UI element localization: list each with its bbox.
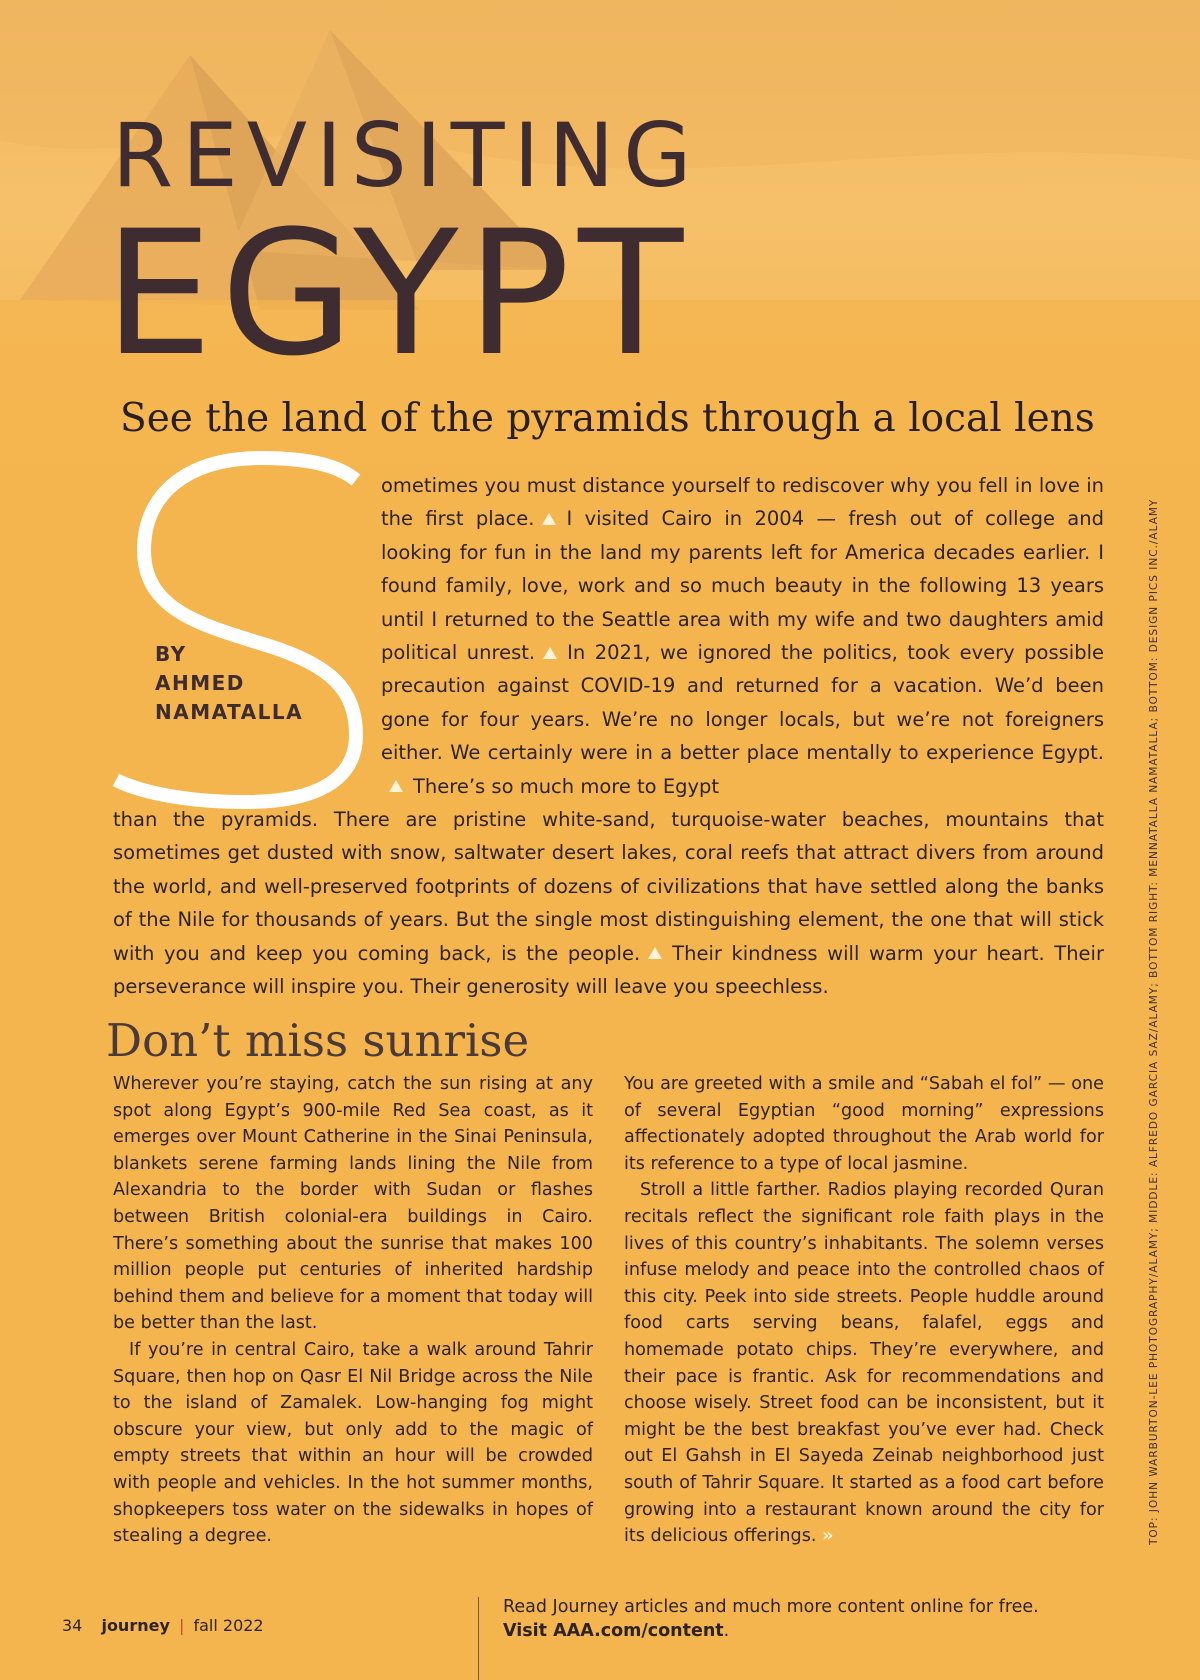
paragraph-text: Stroll a little farther. Radios playing recorded Quran recitals reflect the significant role faith plays in the lives of this country’s inhabitants. The solemn verses infuse melody and peace into the controlled chaos of this city. Peek into side streets. People huddle around food carts serving beans, falafel, eggs and homemade potato chips. They’re everywhere, and their pace is frantic. Ask for recommendations and choose wisely. Street food can be inconsistent, but it might be the best breakfast you’ve ever had. Check out El Gahsh in El Sayeda Zeinab neighborhood just south of Tahrir Square. It started as a food cart before growing into a restaurant known around the city for its delicious offerings. [624, 1180, 1104, 1547]
promo-cta-end: . [723, 1621, 730, 1641]
intro-text-5: than the pyramids. There are pristine white-sand, turquoise-water beaches, mountains that sometimes get dusted with snow, saltwater desert lakes, coral reefs that attract divers from around the world, and well-preserved footprints of dozens of civilizations that have settled along the banks of the Nile for thousands of years. But the single most distinguishing element, the one that will stick with you and keep you coming back, is the people. [113, 808, 1104, 965]
headline-revisiting: REVISITING [112, 104, 701, 207]
intro-text-6: Their kindness will warm your heart. Their perseverance will inspire you. Their generosity will leave you speechless. [113, 941, 1104, 999]
paragraph [624, 1177, 1104, 1549]
drop-cap-s [106, 450, 366, 810]
paragraph: You are greeted with a smile and “Sabah el fol” — one of several Egyptian “good morning” expressions affectionately adopted throughout the Arab world for its reference to a type of local jasmine. [624, 1074, 1104, 1174]
triangle-icon [648, 947, 662, 959]
promo-line: Read Journey articles and much more content online for free. [503, 1597, 1039, 1617]
byline-by: BY [155, 642, 187, 666]
continue-arrow-icon: » [822, 1526, 834, 1547]
intro-text-3: In 2021, we ignored the politics, took every possible precaution against COVID-19 and returned for a vacation. We’d been gone for four years. We’re no longer locals, but we’re not foreigners either. We certainly were in a better place mentally to experience Egypt. [381, 641, 1104, 765]
intro-text-1: ometimes you must distance yourself to rediscover why you fell in love in the first place. [381, 474, 1104, 531]
subtitle: See the land of the pyramids through a local lens [120, 396, 1095, 441]
byline-first-name: AHMED [155, 671, 245, 695]
footer-divider [478, 1597, 479, 1680]
section-heading: Don’t miss sunrise [106, 1014, 530, 1067]
folio [62, 1616, 264, 1635]
intro-text-4: There’s so much more to Egypt [413, 774, 720, 798]
byline-last-name: NAMATALLA [155, 700, 304, 724]
paragraph: If you’re in central Cairo, take a walk around Tahrir Square, then hop on Qasr El Nil Bridge across the Nile to the island of Zamalek. Low-hanging fog might obscure your view, but only add to the magic of empty streets that within an hour will be crowded with people and vehicles. In the hot summer months, shopkeepers toss water on the sidewalks in hopes of stealing a degree. [113, 1339, 593, 1547]
headline-egypt: EGYPT [104, 193, 692, 394]
folio-separator: | [178, 1616, 185, 1635]
footer-promo [503, 1595, 1039, 1643]
intro-paragraph-bottom [113, 803, 1104, 1003]
byline [155, 640, 303, 727]
intro-text-2: I visited Cairo in 2004 — fresh out of college and looking for fun in the land my parents left for America decades earlier. I found family, love, work and so much beauty in the following 13 years until I returned to the Seattle area with my wife and two daughters amid political unrest. [381, 507, 1104, 665]
publication-name: journey [101, 1616, 170, 1635]
triangle-icon [389, 780, 403, 792]
article-column-left [113, 1071, 593, 1550]
triangle-icon [543, 647, 557, 659]
photo-credit: TOP: JOHN WARBURTON-LEE PHOTOGRAPHY/ALAMY; MIDDLE: ALFREDO GARCIA SAZ/ALAMY; BOTTOM RIGHT: MENNATALLA NAMATALLA; BOTTOM: DESIGN PICS INC./ALAMY [1148, 498, 1160, 1545]
paragraph: Wherever you’re staying, catch the sun rising at any spot along Egypt’s 900-mile Red Sea coast, as it emerges over Mount Catherine in the Sinai Peninsula, blankets serene farming lands lining the Nile from Alexandria to the border with Sudan or flashes between British colonial-era buildings in Cairo. There’s something about the sunrise that makes 100 million people put centuries of inherited hardship behind them and believe for a moment that today will be better than the last. [113, 1074, 593, 1334]
promo-cta-line [503, 1619, 1039, 1643]
triangle-icon [542, 513, 556, 525]
page-number: 34 [62, 1616, 83, 1635]
article-column-right [624, 1071, 1104, 1550]
promo-cta-link[interactable]: Visit AAA.com/content [503, 1621, 724, 1641]
intro-paragraph-top [381, 469, 1104, 803]
issue-date: fall 2022 [193, 1616, 264, 1635]
